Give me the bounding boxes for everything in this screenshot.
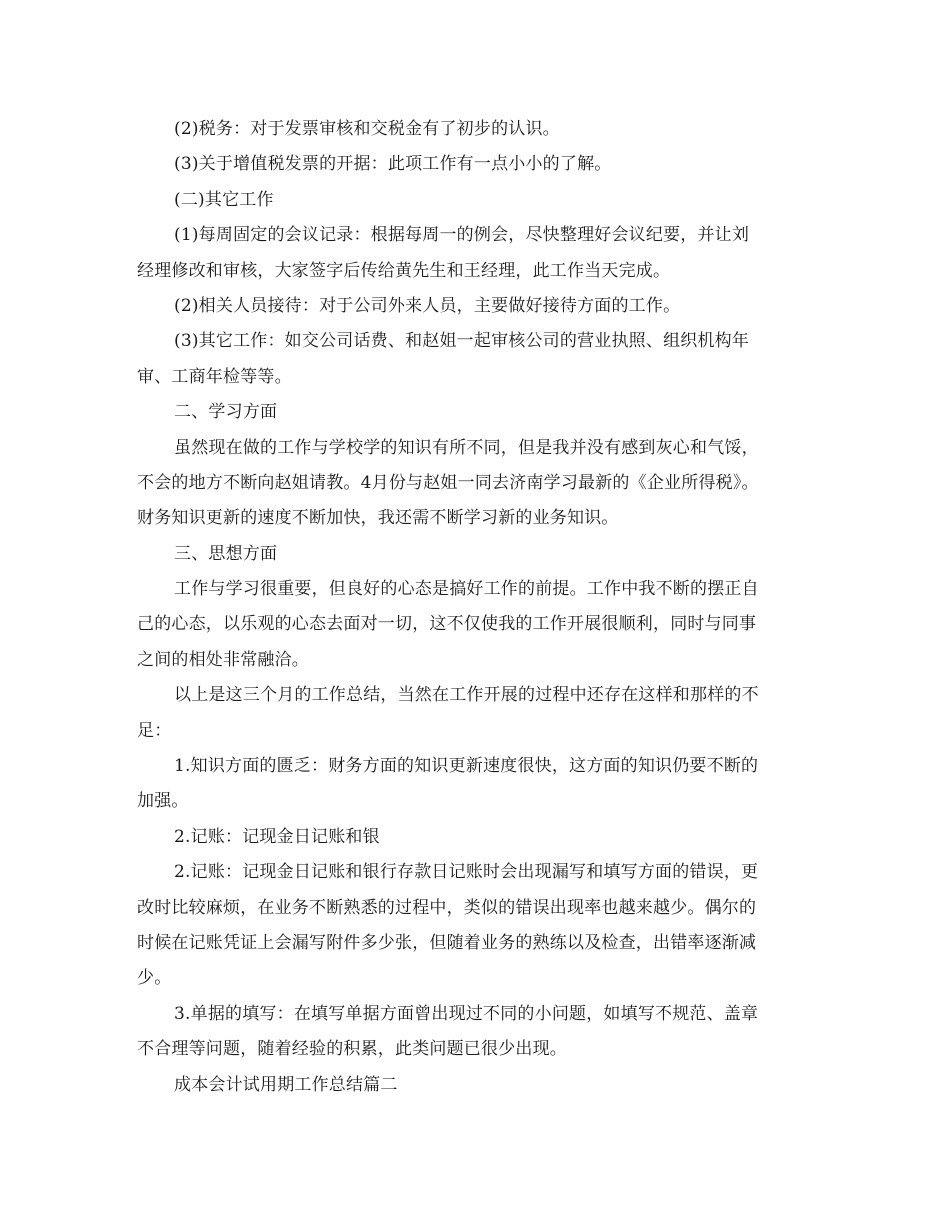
text-line: 己的心态，以乐观的心态去面对一切，这不仅使我的工作开展很顺利，同时与同事: [137, 614, 757, 635]
text-line: 不合理等问题，随着经验的积累，此类问题已很少出现。: [137, 1039, 567, 1060]
text-line: (3)其它工作：如交公司话费、和赵姐一起审核公司的营业执照、组织机构年: [174, 331, 750, 352]
text-line: 加强。: [137, 791, 189, 812]
text-line: 二、学习方面: [174, 402, 278, 423]
text-line: 之间的相处非常融洽。: [137, 649, 309, 670]
text-line: (二)其它工作: [174, 189, 274, 210]
text-line: (3)关于增值税发票的开据：此项工作有一点小小的了解。: [174, 154, 612, 175]
text-line: 三、思想方面: [174, 543, 278, 564]
text-line: 不会的地方不断向赵姐请教。4月份与赵姐一同去济南学习最新的《企业所得税》。: [137, 472, 759, 493]
text-line: 时候在记账凭证上会漏写附件多少张，但随着业务的熟练以及检查，出错率逐渐减: [137, 932, 757, 953]
text-line: 成本会计试用期工作总结篇二: [174, 1074, 398, 1095]
text-line: 工作与学习很重要，但良好的心态是搞好工作的前提。工作中我不断的摆正自: [174, 579, 759, 600]
text-line: 改时比较麻烦，在业务不断熟悉的过程中，类似的错误出现率也越来越少。偶尔的: [137, 897, 757, 918]
text-line: (2)相关人员接待：对于公司外来人员，主要做好接待方面的工作。: [174, 295, 681, 316]
text-line: 2.记账：记现金日记账和银: [174, 826, 380, 847]
text-line: 虽然现在做的工作与学校学的知识有所不同，但是我并没有感到灰心和气馁，: [174, 437, 759, 458]
text-line: 足：: [137, 720, 172, 741]
text-line: 3.单据的填写：在填写单据方面曾出现过不同的小问题，如填写不规范、盖章: [174, 1003, 759, 1024]
text-line: 少。: [137, 968, 172, 989]
text-line: 经理修改和审核，大家签字后传给黄先生和王经理，此工作当天完成。: [137, 260, 671, 281]
text-line: (1)每周固定的会议记录：根据每周一的例会，尽快整理好会议纪要，并让刘: [174, 225, 750, 246]
text-line: (2)税务：对于发票审核和交税金有了初步的认识。: [174, 119, 560, 139]
text-line: 2.记账：记现金日记账和银行存款日记账时会出现漏写和填写方面的错误，更: [174, 862, 759, 883]
text-line: 以上是这三个月的工作总结，当然在工作开展的过程中还存在这样和那样的不: [174, 685, 759, 706]
text-line: 审、工商年检等等。: [137, 366, 292, 387]
document-body: [137, 112, 823, 1103]
text-line: 财务知识更新的速度不断加快，我还需不断学习新的业务知识。: [137, 508, 619, 529]
text-line: 1.知识方面的匮乏：财务方面的知识更新速度很快，这方面的知识仍要不断的: [174, 756, 759, 777]
